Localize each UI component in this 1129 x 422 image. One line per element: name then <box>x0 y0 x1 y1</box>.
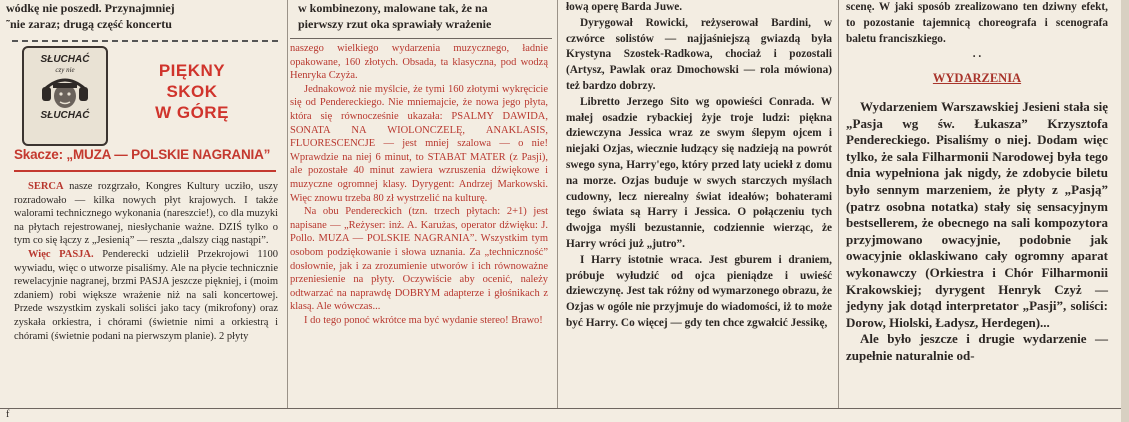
article-column-2 <box>290 42 548 327</box>
paragraph: I Harry istotnie wraca. Jest gburem i draniem, próbuje wyłudzić od ojca pieniądze i uwieść dziewczynę. Jest tak różny od wymarzonego obrazu, że Ozjas w ogóle nie przyjmuje do wiadomości, iż to może być Harry. Co więcej — gdy ten chce zgwałcić Jessikę, <box>566 253 832 329</box>
paragraph: Na obu Pendereckich (tzn. trzech płytach: 2+1) jest napisane — „Reżyser: inż. A. Karużas, operator dźwięku: J. Pollo. MUZA — POLSKIE NAGRANIA”. Wszystkim tym osobom podziękowanie i słowa uznania. Za „techniczność” dosłownie, jak i za zrozumienie utworów i ich równoważne przeniesienie na płyty. Oczywiście aby ocenić, należy odtwarzać na naprawdę DOBRYM adapterze i głośnikach z klasą. Ale wówczas... <box>290 206 548 313</box>
column-rule <box>557 0 558 408</box>
paragraph: naszego wielkiego wydarzenia muzycznego, ładnie opakowane, 160 złotych. Obsada, ta klasyczna, pod wodzą Henryka Czyża. <box>290 43 548 82</box>
kicker: Skacze: „MUZA — POLSKIE NAGRANIA” <box>14 147 271 162</box>
paragraph: scenę. W jaki sposób zrealizowano ten dziwny efekt, to pozostanie tajemnicą choreografa i scenografa baletu franciszkiego. <box>846 1 1108 45</box>
top-left-snippet <box>6 0 278 32</box>
logo-top-text: SŁUCHAĆ <box>40 54 90 65</box>
text-line: w kombinezony, malowane tak, że na <box>298 1 488 15</box>
text-line: wódkę nie poszedł. Przynajmniej <box>6 1 175 15</box>
article-dashed-rule <box>12 40 278 42</box>
headline-line: PIĘKNY <box>158 61 226 80</box>
column-logo <box>22 46 108 146</box>
bottom-rule <box>0 408 1129 409</box>
paragraph: Wydarzeniem Warszawskiej Jesieni stała się „Pasja wg św. Łukasza” Krzysztofa Pendereckiego. Pisaliśmy o niej. Dodam więc tylko, że sala Filharmonii Narodowej była tego dnia wypełniona jak nigdy, że zdobycie biletu było sennym marzeniem, że płyty z „Pasją” (patrz osobna notatka) stały się sensacyjnym bestsellerem, że obecnego na sali kompozytora przyjmowano owacyjnie, podobnie jak owacyjnie oklaskiwano cały ogromny aparat wykonawczy (Orkiestra i Chór Filharmonii Krakowskiej; dyrygent Henryk Czyż — jedyny jak dotąd interpretator „Pasji”, soliści: Dorow, Hiolski, Ładysz, Herdegen)... <box>846 98 1108 330</box>
article-column-1 <box>14 180 278 343</box>
paragraph: Libretto Jerzego Sito wg opowieści Conrada. W małej osadzie rybackiej żyje troje ludzi: piękna dziewczyna Jessica wraz ze swym ślepym ojcem i niejaki Ozjas, wiecznie łudzący się nadzieją na powrót swego syna, Harry'ego, który przed laty uciekł z domu na morze. Ozjas buduje w swych starczych myślach cudowny, lecz nierealny świat ideałów; bohaterami tego świata są Harry i Jessica. O połączeniu tych dwojga myśli bezustannie, codziennie wierząc, że Harry wróci już „jutro”. <box>566 95 832 250</box>
logo-bottom-text: SŁUCHAĆ <box>40 110 90 121</box>
paragraph-lead: Więc PASJA. <box>28 248 94 260</box>
headline-line: W GÓRĘ <box>155 103 229 122</box>
separator-dots: . . <box>972 48 982 61</box>
review-column <box>566 0 832 332</box>
footer-mark: f <box>6 409 10 420</box>
column-rule <box>287 0 288 408</box>
paragraph-text: Penderecki udzielił Przekrojowi 1100 wywiadu, więc o utworze pisaliśmy. Ale na płycie technicznie rewelacyjnie nagranej, brzmi PASJA jeszcze piękniej, i (moim zdaniem) robi większe wrażenie niż na sali koncertowej. Przede wszystkim zyskali soliści jako tacy (mikrofony) oraz zyskała orkiestra, i chórami (świetnie nimi a orkiestrą i chórami (świetnie podani na pierwszym planie). 2 płyty <box>14 248 278 342</box>
top-mid-snippet <box>298 0 548 32</box>
text-line: ˜nie zaraz; drugą część koncertu <box>6 17 172 31</box>
paragraph: Dyrygował Rowicki, reżyserował Bardini, w czwórce solistów — najjaśniejszą gwiazdą była Krystyna Szostek-Radkowa, chociaż i pozostali (Artysz, Pawlak oraz Dmochowski — rola mówiona) też bardzo dobrzy. <box>566 16 832 92</box>
paragraph: łową operę Barda Juwe. <box>566 1 683 13</box>
listening-figure-icon <box>38 74 92 112</box>
kicker-rule <box>14 170 276 172</box>
page-edge <box>1121 0 1129 422</box>
paragraph: Jednakowoż nie myślcie, że tymi 160 złotymi wykręcicie się od Pendereckiego. Nie mniemajcie, że nowa jego płyta, która się równocześnie ukazała: PSALMY DAWIDA, SONATA NA WIOLONCZELĘ, ANAKLASIS, FLUORESCENCJE — jest mniej szalowa — o nie! Wprawdzie na niej 6 minut, to STABAT MATER (z Pasji), ale pozostałe 40 minut zawiera wzruszenia dźwiękowe i muzyczne ogromnej klasy. Dyrygent: Andrzej Markowski. Więc znowu trzeba 80 zł wystrzelić na kulturę. <box>290 83 548 204</box>
article-top-rule <box>290 38 552 39</box>
paragraph-text: nasze rozgrzało, Kongres Kultury ucziło, uszy rozradowało — kilka nowych płyt krajowych. I także walorami technicznego wykonania (nareszcie!), co dla muzyki na płytach rejestrowanej, niesłychanie ważne. DZIŚ tylko o tym co się łączy z „Jesienią” — reszta „dalszy ciąg nastąpi”. <box>14 181 278 247</box>
paragraph <box>14 248 278 343</box>
text-line: pierwszy rzut oka sprawiały wrażenie <box>298 17 492 31</box>
paragraph: Ale było jeszcze i drugie wydarzenie — zupełnie naturalnie od- <box>846 331 1108 363</box>
logo-small-text: czy nie <box>55 66 75 74</box>
paragraph <box>14 180 278 248</box>
headline <box>112 60 272 123</box>
headline-line: SKOK <box>166 82 218 101</box>
column-rule <box>838 0 839 408</box>
paragraph-lead: SERCA <box>28 181 64 192</box>
section-heading: WYDARZENIA <box>932 71 1022 86</box>
events-column <box>846 0 1108 364</box>
paragraph: I do tego ponoć wkrótce ma być wydanie stereo! Brawo! <box>304 314 543 326</box>
